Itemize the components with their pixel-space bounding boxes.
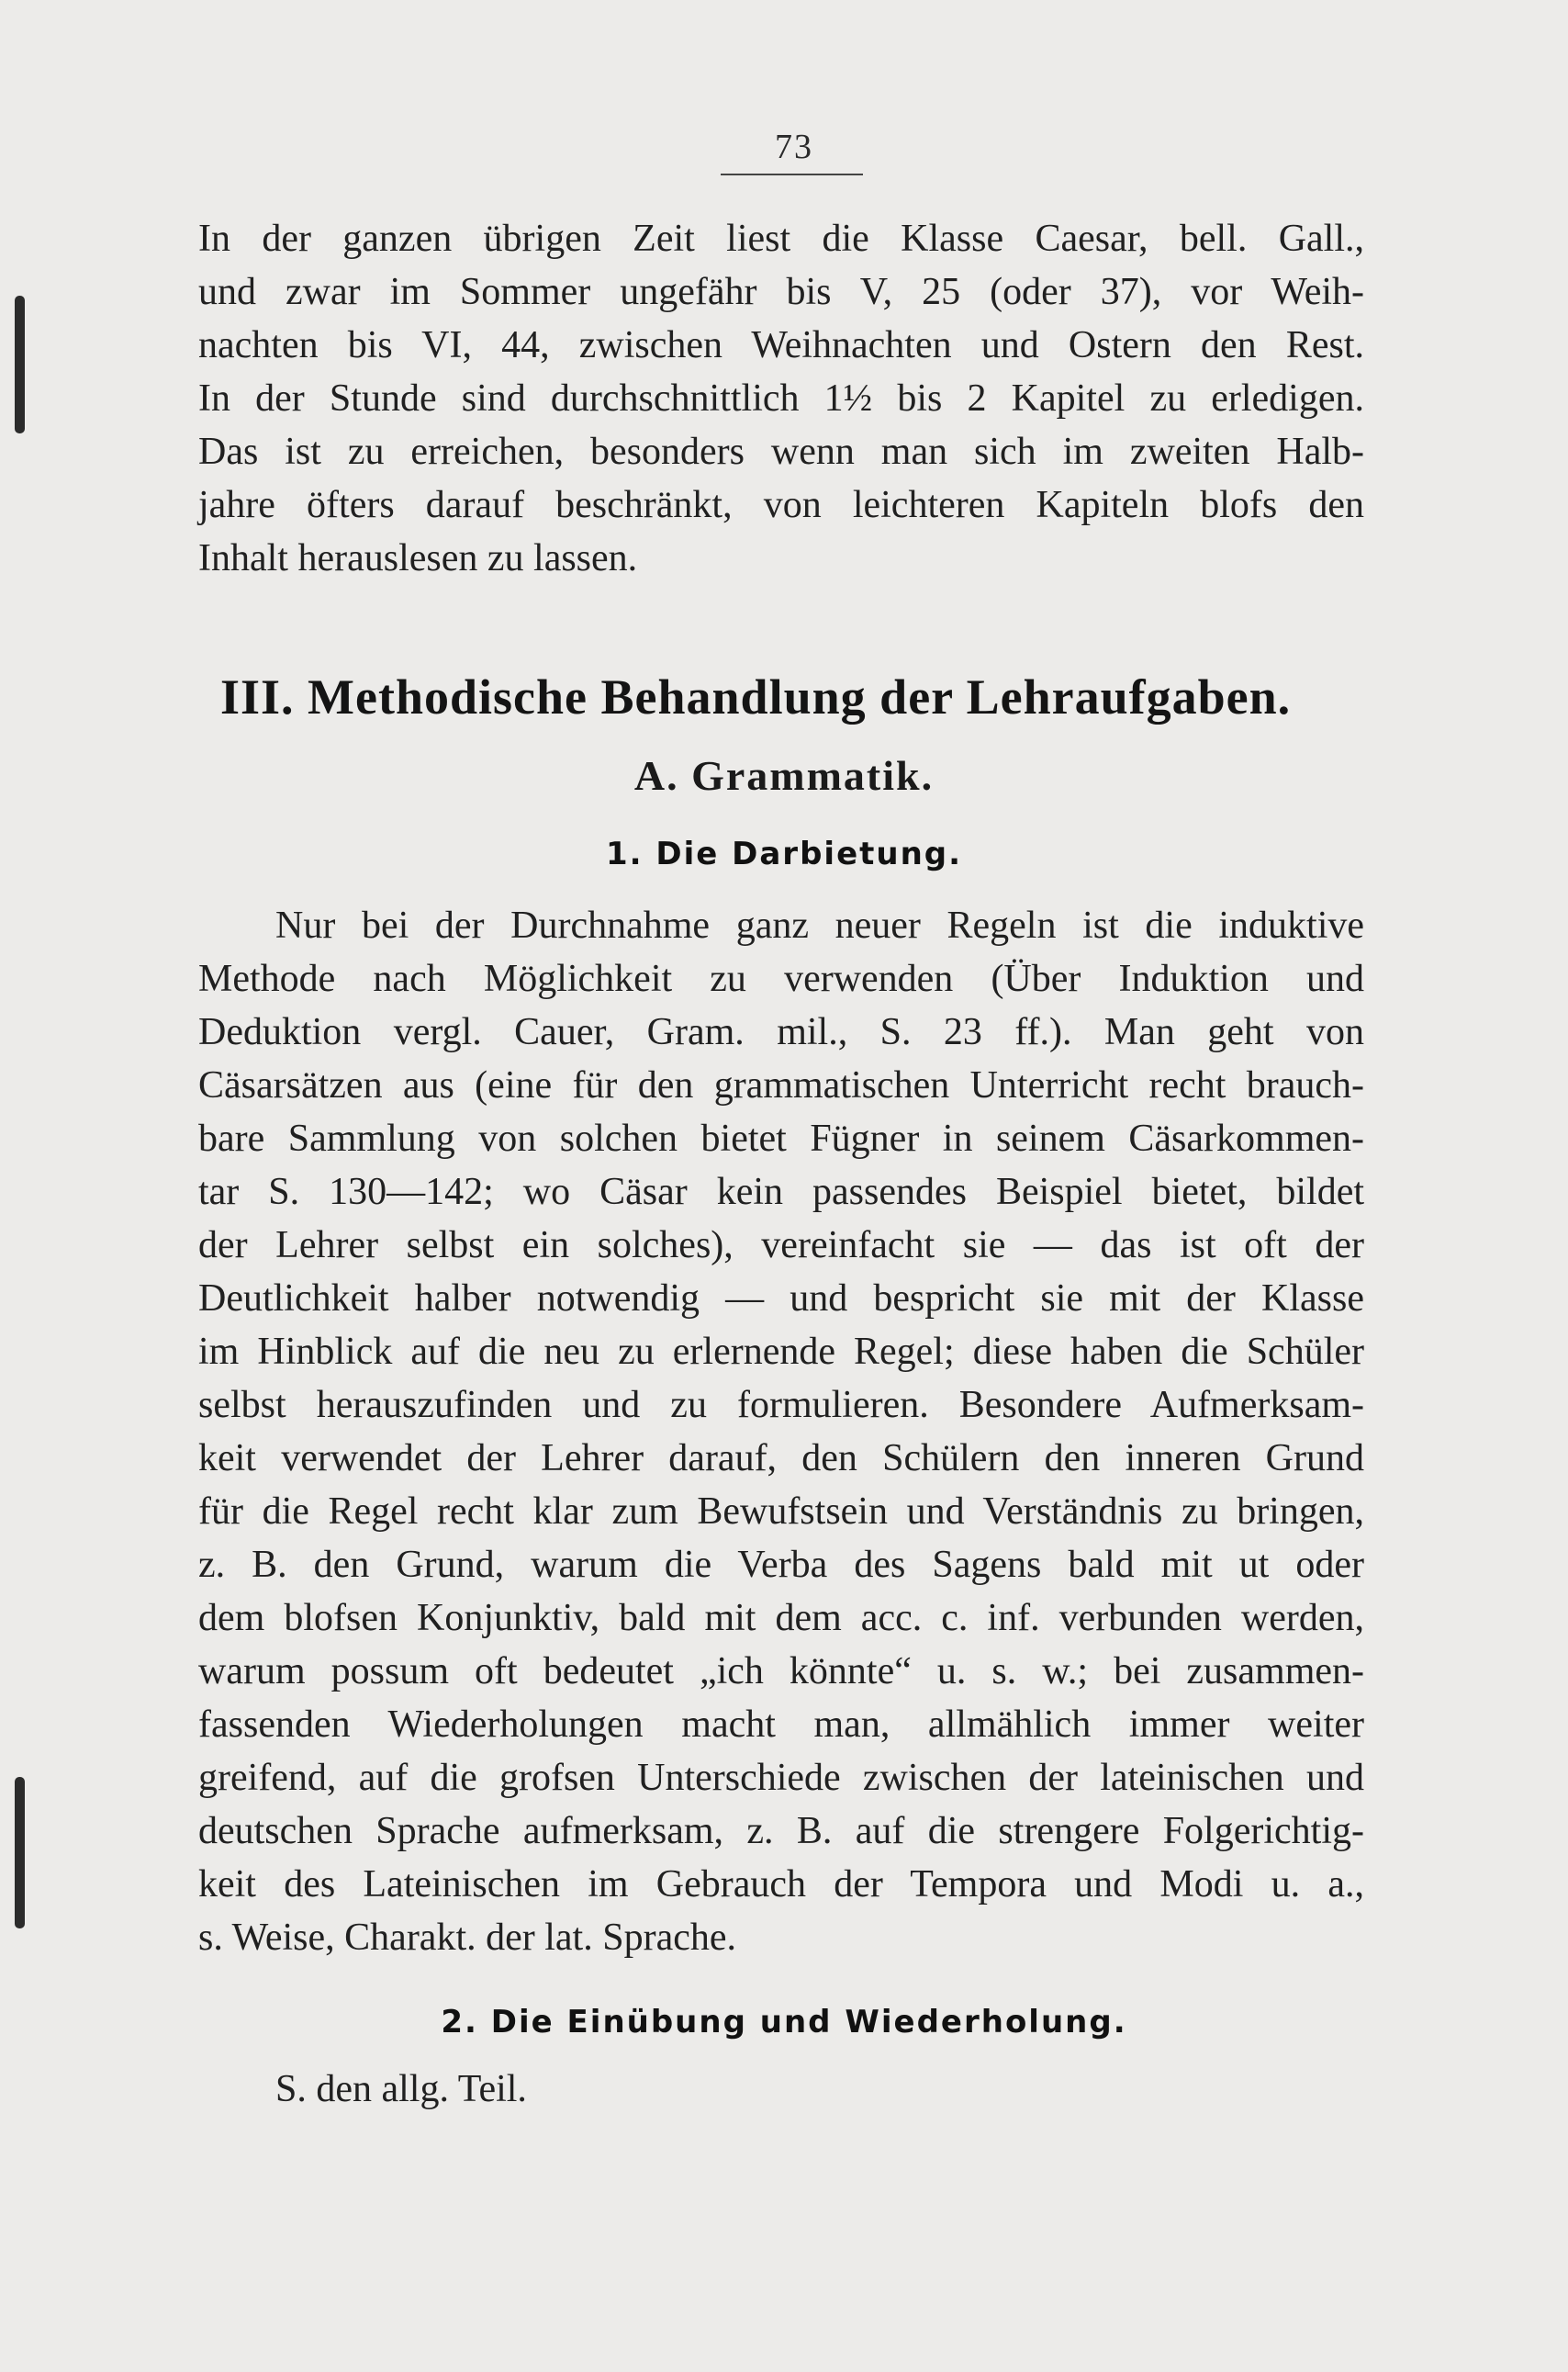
minor-title-einuebung: 2. Die Einübung und Wiederholung. xyxy=(441,2004,1127,2040)
page-number-rule xyxy=(721,174,863,175)
text-line: keit des Lateinischen im Gebrauch der Tempora und Modi u. a., xyxy=(198,1863,1364,1905)
text-line: In der ganzen übrigen Zeit liest die Klasse Caesar, bell. Gall., xyxy=(198,218,1364,260)
text-line: deutschen Sprache aufmerksam, z. B. auf die strengere Folgerichtig- xyxy=(198,1810,1364,1852)
text-line: s. Weise, Charakt. der lat. Sprache. xyxy=(198,1917,736,1959)
text-line: Deduktion vergl. Cauer, Gram. mil., S. 23 ff.). Man geht von xyxy=(198,1011,1364,1053)
text-line: In der Stunde sind durchschnittlich 1½ bis 2 Kapitel zu erledigen. xyxy=(198,377,1364,420)
text-line: nachten bis VI, 44, zwischen Weihnachten und Ostern den Rest. xyxy=(198,324,1364,366)
closing-line: S. den allg. Teil. xyxy=(275,2068,527,2110)
subsection-title: A. Grammatik. xyxy=(633,752,935,799)
text-line: der Lehrer selbst ein solches), vereinfacht sie — das ist oft der xyxy=(198,1224,1364,1266)
binding-mark-bottom xyxy=(15,1777,25,1928)
text-line: keit verwendet der Lehrer darauf, den Schülern den inneren Grund xyxy=(198,1437,1364,1479)
text-line: im Hinblick auf die neu zu erlernende Regel; diese haben die Schüler xyxy=(198,1331,1364,1373)
text-line: z. B. den Grund, warum die Verba des Sagens bald mit ut oder xyxy=(198,1544,1364,1586)
text-line: Methode nach Möglichkeit zu verwenden (Über Induktion und xyxy=(198,958,1364,1000)
text-line: tar S. 130—142; wo Cäsar kein passendes Beispiel bietet, bildet xyxy=(198,1171,1364,1213)
section-title: III. Methodische Behandlung der Lehraufgaben. xyxy=(220,669,1292,725)
page-number: 73 xyxy=(775,128,813,166)
text-line: Das ist zu erreichen, besonders wenn man sich im zweiten Halb- xyxy=(198,431,1364,473)
text-line: bare Sammlung von solchen bietet Fügner in seinem Cäsarkommen- xyxy=(198,1118,1364,1160)
text-line: und zwar im Sommer ungefähr bis V, 25 (oder 37), vor Weih- xyxy=(198,271,1364,313)
text-line: Cäsarsätzen aus (eine für den grammatischen Unterricht recht brauch- xyxy=(198,1064,1364,1107)
binding-mark-top xyxy=(15,296,25,433)
text-line: Deutlichkeit halber notwendig — und bespricht sie mit der Klasse xyxy=(198,1277,1364,1320)
text-line: für die Regel recht klar zum Bewufstsein und Verständnis zu bringen, xyxy=(198,1490,1364,1533)
text-line: Nur bei der Durchnahme ganz neuer Regeln ist die induktive xyxy=(275,905,1364,947)
minor-title-darbietung: 1. Die Darbietung. xyxy=(605,836,963,872)
text-line: warum possum oft bedeutet „ich könnte“ u. s. w.; bei zusammen- xyxy=(198,1650,1364,1692)
text-line: dem blofsen Konjunktiv, bald mit dem acc. c. inf. verbunden werden, xyxy=(198,1597,1364,1639)
text-line: fassenden Wiederholungen macht man, allmählich immer weiter xyxy=(198,1703,1364,1746)
text-line: selbst herauszufinden und zu formulieren. Besondere Aufmerksam- xyxy=(198,1384,1364,1426)
text-line: greifend, auf die grofsen Unterschiede zwischen der lateinischen und xyxy=(198,1757,1364,1799)
text-line: jahre öfters darauf beschränkt, von leichteren Kapiteln blofs den xyxy=(198,484,1364,526)
text-line: Inhalt herauslesen zu lassen. xyxy=(198,537,638,579)
